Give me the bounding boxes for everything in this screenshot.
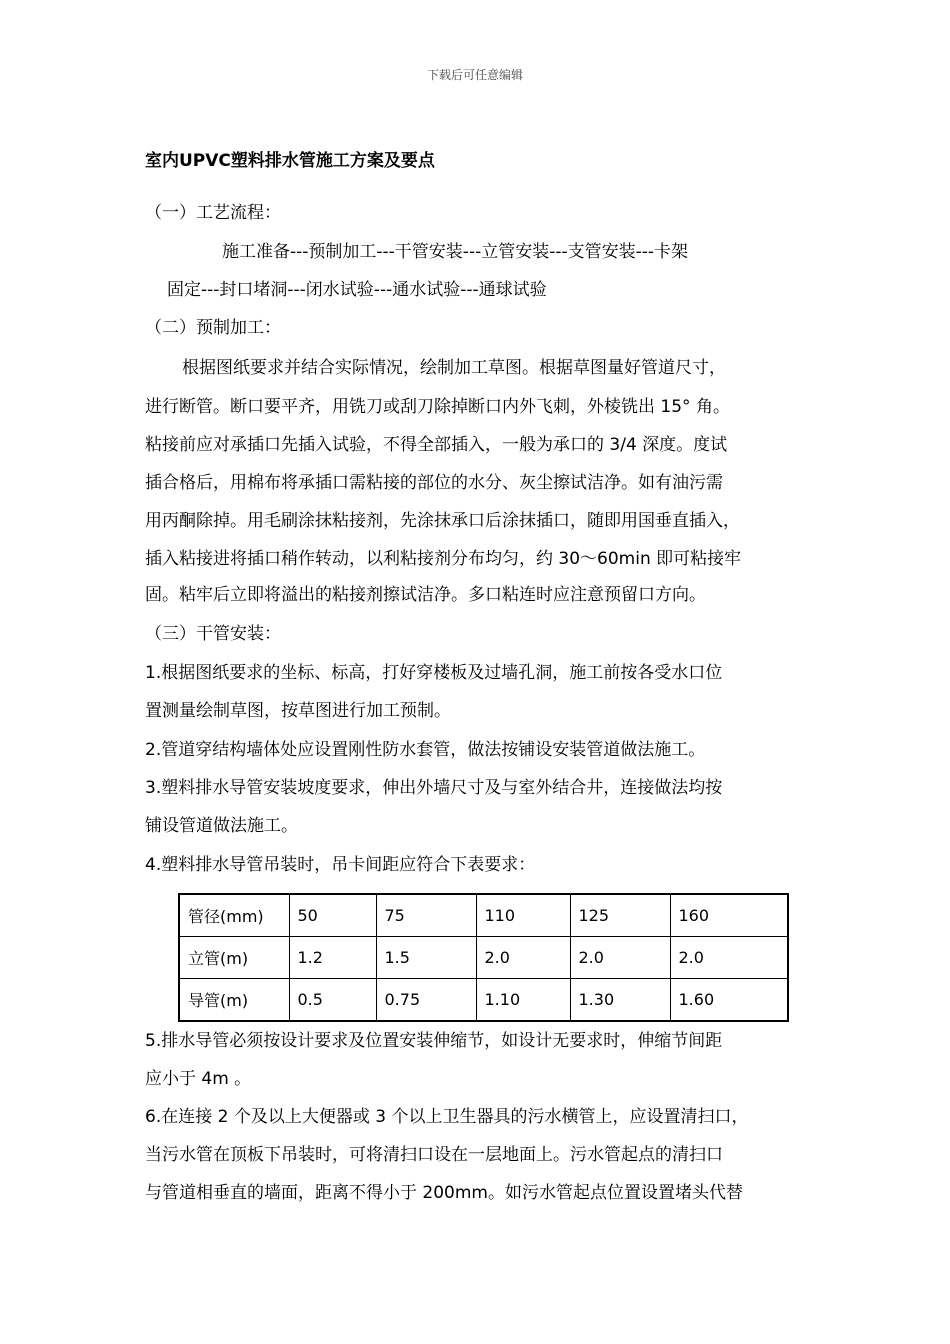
prefab-paragraph-line: 插入粘接进将插口稍作转动，以利粘接剂分布均匀，约 30～60min 即可粘接牢 xyxy=(145,549,742,569)
prefab-paragraph-line: 用丙酮除掉。用毛刷涂抹粘接剂，先涂抹承口后涂抹插口，随即用国垂直插入， xyxy=(145,511,740,531)
process-flow-line-1: 施工准备---预制加工---干管安装---立管安装---支管安装---卡架 xyxy=(222,242,689,262)
table-cell: 1.2 xyxy=(289,937,376,979)
table-cell: 50 xyxy=(289,894,376,937)
prefab-paragraph-line: 粘接前应对承插口先插入试验，不得全部插入，一般为承口的 3/4 深度。度试 xyxy=(145,435,728,455)
table-cell: 160 xyxy=(670,894,788,937)
table-cell: 110 xyxy=(476,894,570,937)
table-cell: 2.0 xyxy=(476,937,570,979)
main-pipe-item-line: 铺设管道做法施工。 xyxy=(145,816,298,836)
table-cell: 1.60 xyxy=(670,979,788,1022)
main-pipe-item-line: 应小于 4m 。 xyxy=(145,1069,252,1089)
table-cell: 管径(mm) xyxy=(179,894,289,937)
table-row xyxy=(179,979,788,1022)
main-pipe-item-line: 2.管道穿结构墙体处应设置刚性防水套管，做法按铺设安装管道做法施工。 xyxy=(145,740,706,760)
table-cell: 125 xyxy=(570,894,670,937)
prefab-paragraph-line: 插合格后，用棉布将承插口需粘接的部位的水分、灰尘擦试洁净。如有油污需 xyxy=(145,473,723,493)
table-cell: 1.30 xyxy=(570,979,670,1022)
main-pipe-item-line: 1.根据图纸要求的坐标、标高，打好穿楼板及过墙孔洞，施工前按各受水口位 xyxy=(145,663,723,683)
main-pipe-item-line: 当污水管在顶板下吊装时，可将清扫口设在一层地面上。污水管起点的清扫口 xyxy=(145,1145,723,1165)
hanger-spacing-table xyxy=(178,893,789,1022)
main-pipe-item-line: 3.塑料排水导管安装坡度要求，伸出外墙尺寸及与室外结合井，连接做法均按 xyxy=(145,778,723,798)
table-cell: 2.0 xyxy=(670,937,788,979)
prefab-paragraph-line: 固。粘牢后立即将溢出的粘接剂擦试洁净。多口粘连时应注意预留口方向。 xyxy=(145,585,706,605)
prefab-paragraph-line: 根据图纸要求并结合实际情况，绘制加工草图。根据草图量好管道尺寸， xyxy=(182,358,726,378)
document-title: 室内UPVC塑料排水管施工方案及要点 xyxy=(145,151,435,171)
table-cell: 0.75 xyxy=(376,979,476,1022)
table-cell: 1.10 xyxy=(476,979,570,1022)
table-cell: 导管(m) xyxy=(179,979,289,1022)
process-flow-line-2: 固定---封口堵洞---闭水试验---通水试验---通球试验 xyxy=(167,280,547,300)
table-row xyxy=(179,894,788,937)
table-row xyxy=(179,937,788,979)
hanger-spacing-grid xyxy=(178,893,789,1022)
table-cell: 0.5 xyxy=(289,979,376,1022)
header-note: 下载后可任意编辑 xyxy=(426,68,523,82)
main-pipe-heading: （三）干管安装： xyxy=(145,624,281,644)
process-heading: （一）工艺流程： xyxy=(145,203,281,223)
main-pipe-item-line: 4.塑料排水导管吊装时，吊卡间距应符合下表要求： xyxy=(145,855,536,875)
main-pipe-item-line: 6.在连接 2 个及以上大便器或 3 个以上卫生器具的污水横管上，应设置清扫口， xyxy=(145,1107,749,1127)
main-pipe-item-line: 与管道相垂直的墙面，距离不得小于 200mm。如污水管起点位置设置堵头代替 xyxy=(145,1183,743,1203)
table-cell: 立管(m) xyxy=(179,937,289,979)
prefab-paragraph-line: 进行断管。断口要平齐，用铣刀或刮刀除掉断口内外飞刺，外棱铣出 15° 角。 xyxy=(145,397,730,417)
prefab-heading: （二）预制加工： xyxy=(145,318,281,338)
table-cell: 1.5 xyxy=(376,937,476,979)
main-pipe-item-line: 置测量绘制草图，按草图进行加工预制。 xyxy=(145,701,451,721)
table-cell: 75 xyxy=(376,894,476,937)
table-cell: 2.0 xyxy=(570,937,670,979)
main-pipe-item-line: 5.排水导管必须按设计要求及位置安装伸缩节，如设计无要求时，伸缩节间距 xyxy=(145,1031,723,1051)
